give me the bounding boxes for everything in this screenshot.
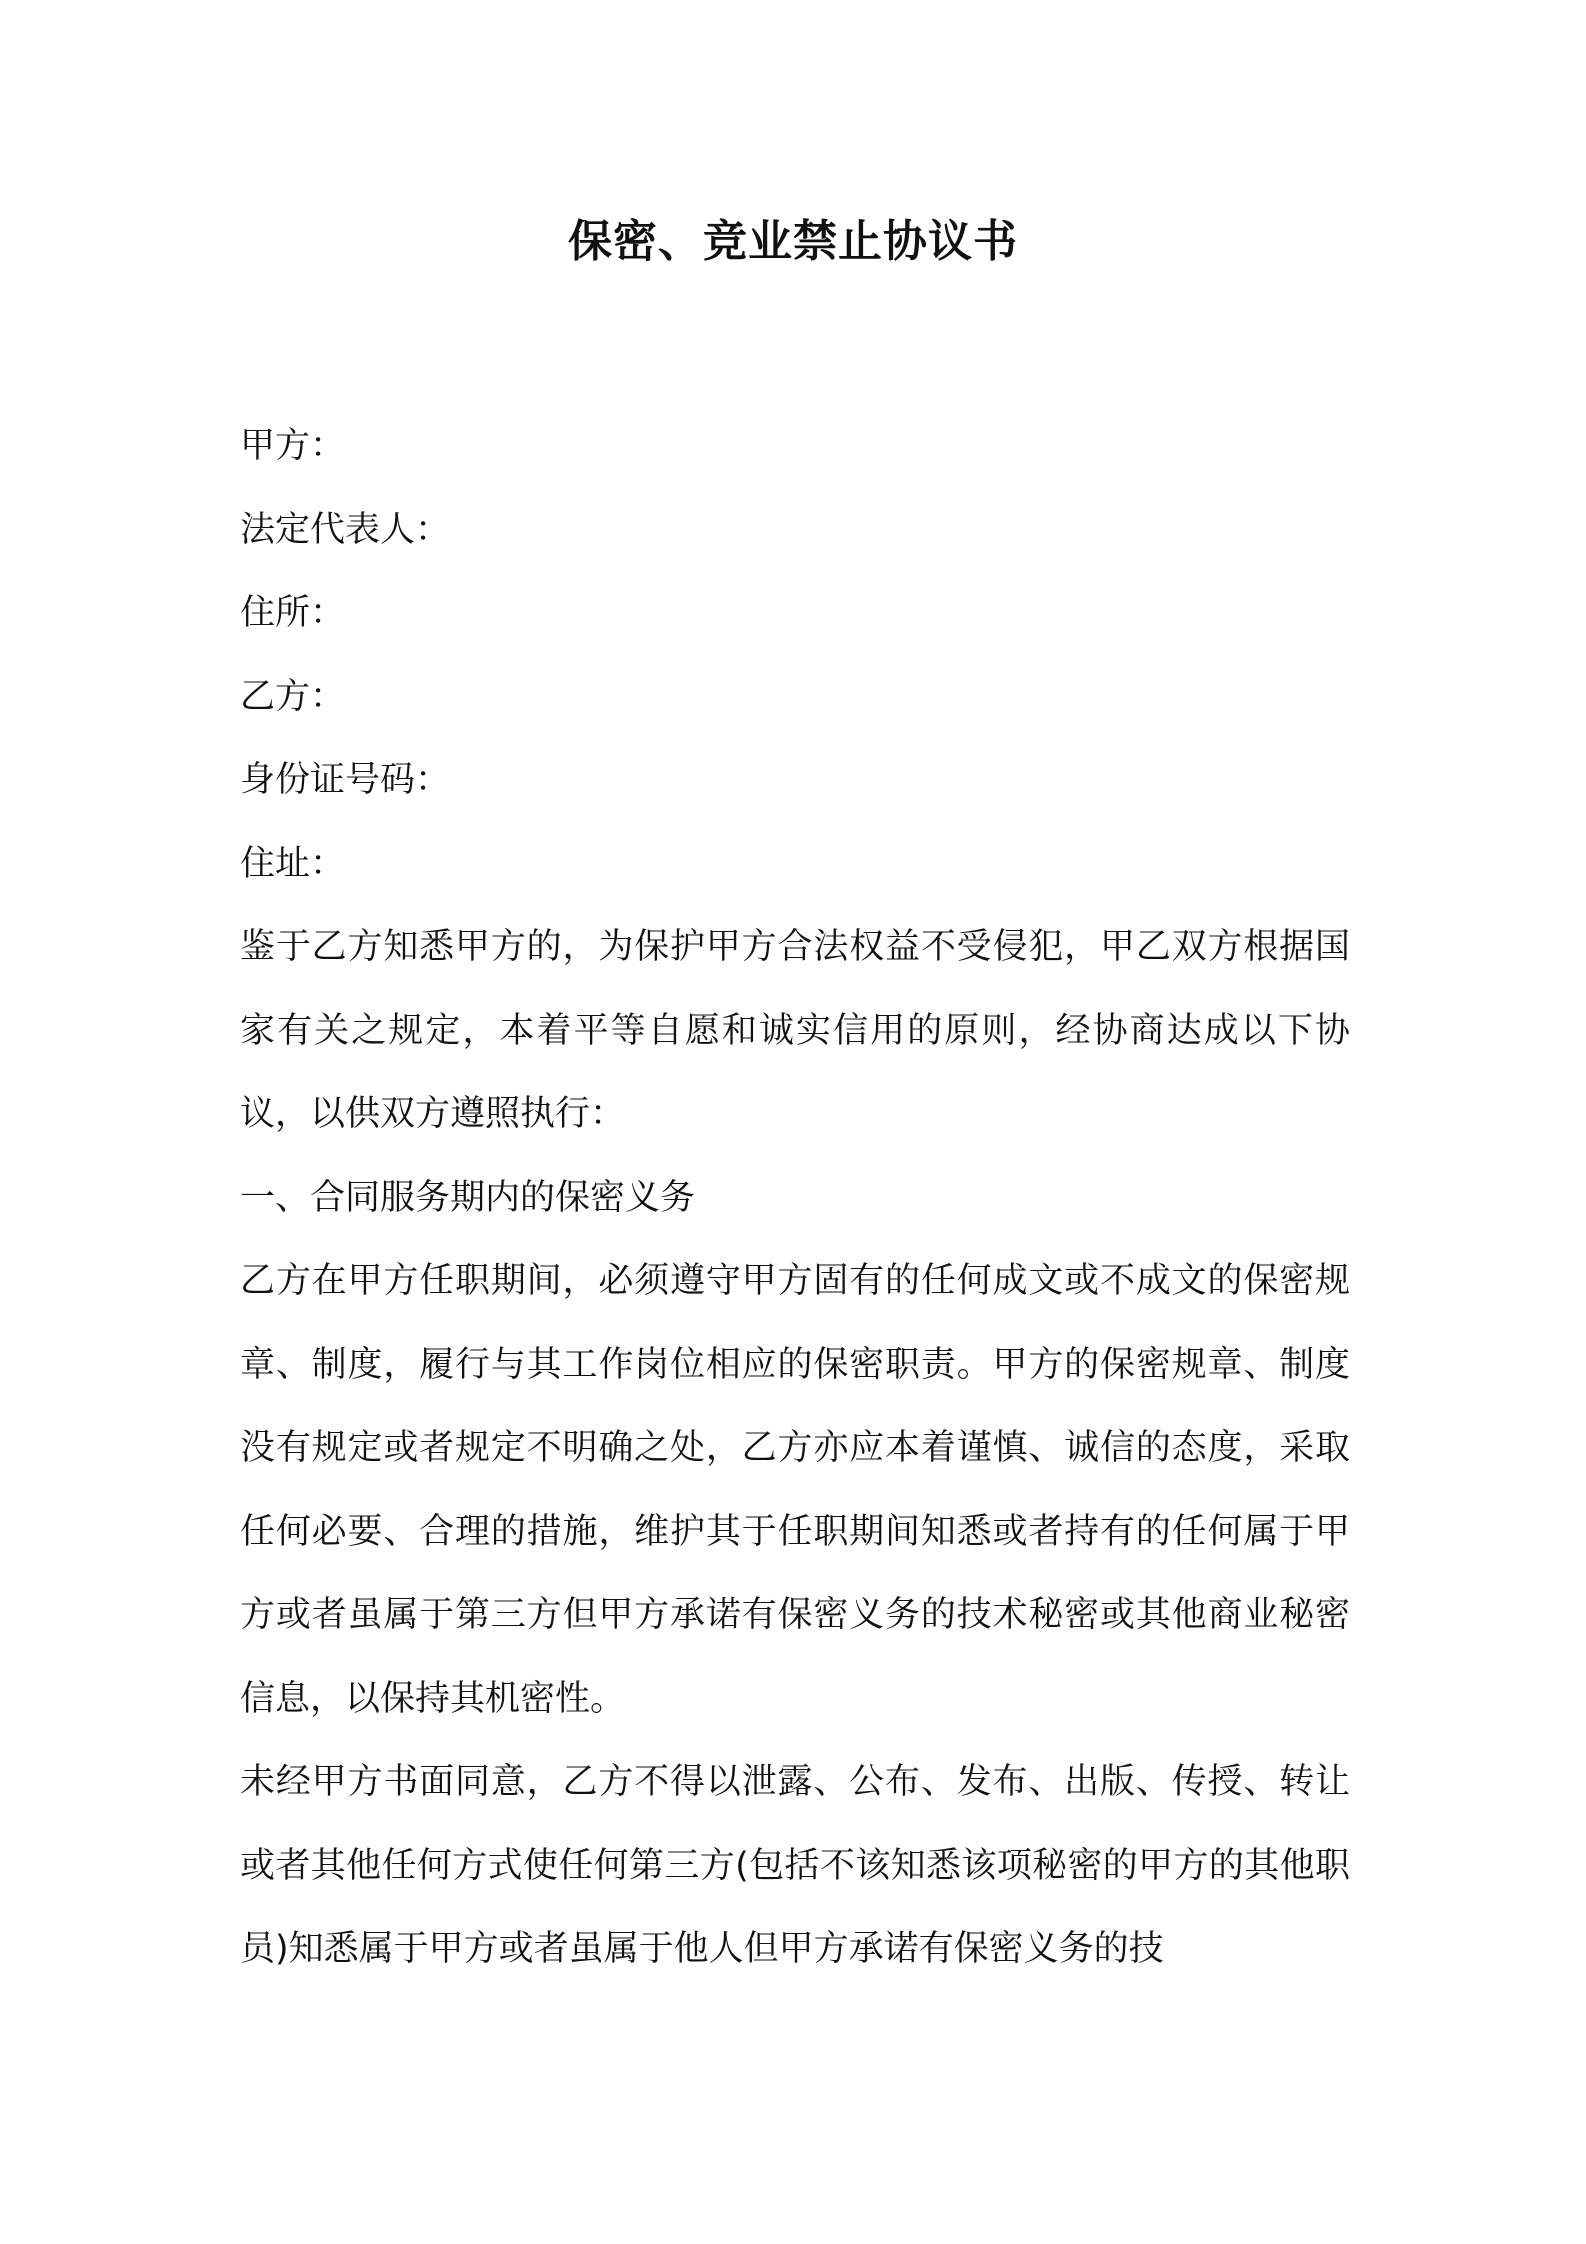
section-heading: 一、合同服务期内的保密义务 [240, 1177, 696, 1218]
field-id-number: 身份证号码： [240, 760, 451, 800]
field-address: 住址： [240, 843, 346, 884]
document-body [240, 405, 1350, 1992]
field-domicile: 住所： [240, 593, 346, 633]
section-paragraph: 未经甲方书面同意，乙方不得以泄露、公布、发布、出版、传授、转让或者其他任何方式使任何第三方(包括不该知悉该项秘密的甲方的其他职员)知悉属于甲方或者虽属于他人但甲方承诺有保密义务的技 [240, 1762, 1350, 1969]
field-party-b: 乙方： [240, 676, 346, 717]
section-paragraph: 乙方在甲方任职期间，必须遵守甲方固有的任何成文或不成文的保密规章、制度，履行与其工作岗位相应的保密职责。甲方的保密规章、制度没有规定或者规定不明确之处，乙方亦应本着谨慎、诚信的态度，采取任何必要、合理的措施，维护其于任职期间知悉或者持有的任何属于甲方或者虽属于第三方但甲方承诺有保密义务的技术秘密或其他商业秘密信息，以保持其机密性。 [240, 1261, 1350, 1719]
field-party-a: 甲方： [240, 426, 346, 466]
preamble-paragraph: 鉴于乙方知悉甲方的，为保护甲方合法权益不受侵犯，甲乙双方根据国家有关之规定，本着平等自愿和诚实信用的原则，经协商达成以下协议，以供双方遵照执行： [240, 927, 1350, 1134]
field-legal-representative: 法定代表人： [240, 509, 451, 550]
document-title: 保密、竞业禁止协议书 [568, 216, 1018, 267]
